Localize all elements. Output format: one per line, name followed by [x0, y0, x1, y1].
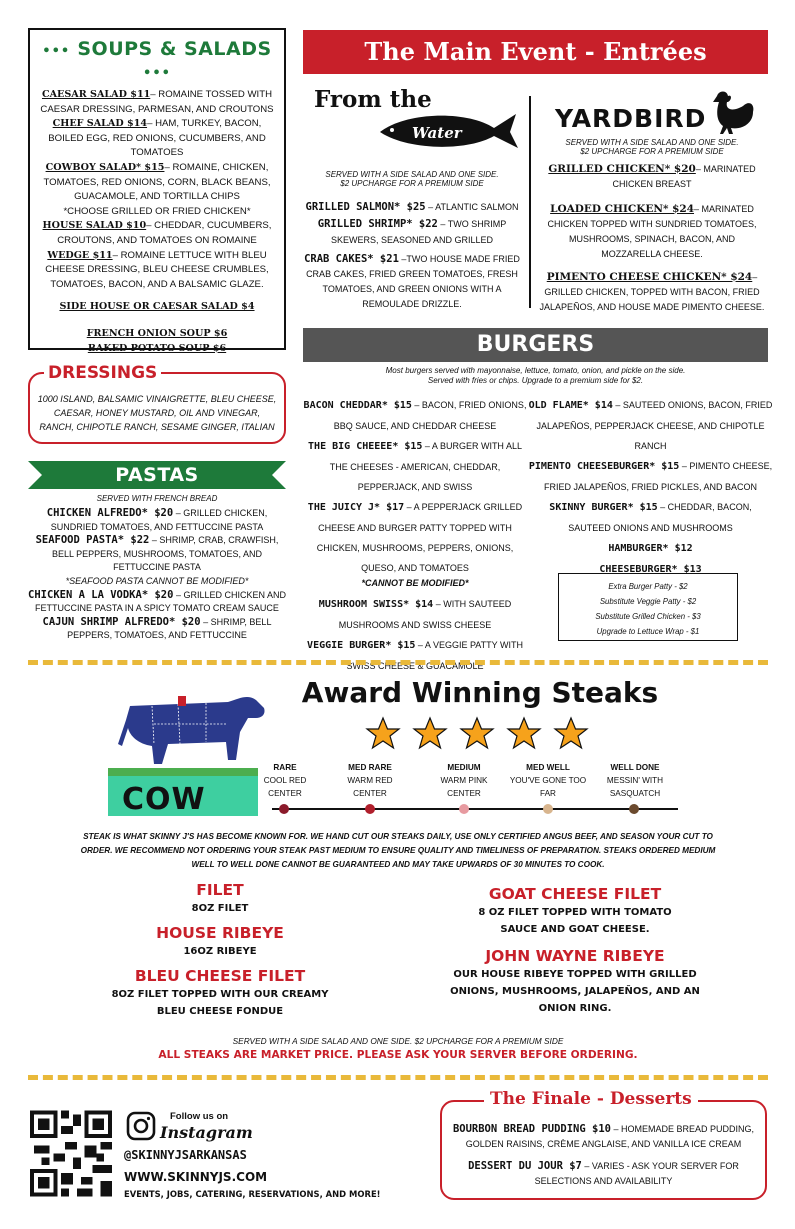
burger-item — [302, 497, 528, 578]
item-name: BOURBON BREAD PUDDING $10 — [452, 1123, 611, 1135]
item-name: VEGGIE BURGER* $15 — [307, 640, 416, 651]
item-name: GRILLED SHRIMP* $22 — [317, 218, 438, 230]
burger-item — [528, 538, 773, 559]
item-desc: – HAM, TURKEY, BACON, BOILED EGG, RED ONIONS, CUCUMBERS, AND TOMATOES — [48, 118, 266, 159]
doneness-scale-line — [272, 803, 678, 819]
cow-badge-text: COW — [122, 782, 206, 817]
dessert-item — [448, 1122, 759, 1151]
item-name: COWBOY SALAD* $15 — [45, 161, 165, 173]
doneness-dot-well-done — [629, 804, 639, 814]
doneness-desc: MESSIN' WITH SASQUATCH — [606, 776, 664, 798]
doneness-medium — [419, 761, 509, 800]
title-dots-right: ••• — [143, 66, 171, 81]
item-desc: – PIMENTO CHEESE, FRIED JALAPEÑOS, FRIED PICKLES, AND BACON — [543, 461, 773, 492]
item-desc: – A VEGGIE PATTY WITH SWISS CHEESE & GUACAMOLE — [346, 640, 523, 671]
steak-desc: 8OZ FILET — [191, 903, 249, 914]
item-desc: – GRILLED CHICKEN, SUNDRIED TOMATOES, AND FETTUCCINE PASTA — [50, 508, 268, 532]
soup-1 — [38, 327, 276, 342]
soup-2-label: BAKED POTATO SOUP $6 — [87, 342, 227, 354]
main-event-title: The Main Event - Entrées — [364, 37, 707, 66]
soup-2 — [38, 342, 276, 357]
burger-item — [528, 456, 773, 497]
burgers-banner — [303, 328, 768, 362]
water-label: Water — [412, 124, 462, 142]
item-desc: – SAUTEED ONIONS, BACON, FRIED JALAPEÑOS, PEPPERJACK CHEESE, AND CHIPOTLE RANCH — [536, 400, 773, 451]
steak-name: GOAT CHEESE FILET — [488, 885, 662, 903]
star-icon — [555, 718, 587, 748]
item-desc: – A BURGER WITH ALL THE CHEESES - AMERICAN, CHEDDAR, PEPPERJACK, AND SWISS — [329, 441, 522, 492]
desserts-section — [440, 1089, 767, 1200]
item-name: CHEF SALAD $14 — [52, 118, 148, 130]
instagram-handle[interactable]: @SKINNYJSARKANSAS — [124, 1148, 247, 1162]
pasta-item — [28, 589, 286, 616]
section-divider — [28, 1075, 768, 1080]
soup-1-label: FRENCH ONION SOUP $6 — [86, 327, 228, 339]
item-name: PIMENTO CHEESE CHICKEN* $24 — [546, 271, 753, 283]
item-desc: –TWO HOUSE MADE FRIED CRAB CAKES, FRIED GREEN TOMATOES, FRESH TOMATOES, AND GREEN ONIONS WITH A REMOULADE DRIZZLE. — [306, 254, 520, 309]
chicken-icon — [709, 90, 757, 136]
doneness-desc: YOU'VE GONE TOO FAR — [509, 776, 587, 798]
extra-item: Substitute Veggie Patty - $2 — [599, 597, 697, 606]
item-desc: – HOMEMADE BREAD PUDDING, GOLDEN RAISINS, CRÈME ANGLAISE, AND VANILLA ICE CREAM — [465, 1124, 755, 1149]
doneness-dot-medium — [459, 804, 469, 814]
pasta-item — [28, 534, 286, 575]
doneness-desc: WARM PINK CENTER — [440, 776, 488, 798]
item-desc: *CHOOSE GRILLED OR FRIED CHICKEN* — [63, 205, 251, 217]
steak-name: FILET — [196, 881, 244, 899]
item-name: DESSERT DU JOUR $7 — [468, 1160, 582, 1172]
side-salad-label: SIDE HOUSE OR CAESAR SALAD $4 — [59, 301, 255, 313]
salad-item — [38, 88, 276, 117]
soups-title-text: SOUPS & SALADS — [77, 38, 272, 60]
pastas-title: PASTAS — [115, 464, 199, 486]
salad-item — [38, 117, 276, 161]
doneness-level: MED WELL — [526, 763, 570, 772]
burger-extras-box — [558, 573, 738, 641]
item-desc: – SHRIMP, BELL PEPPERS, TOMATOES, AND FETTUCCINE — [67, 616, 272, 641]
dressings-list: 1000 ISLAND, BALSAMIC VINAIGRETTE, BLEU CHEESE, CAESAR, HONEY MUSTARD, OIL AND VINEGAR, RANCH, CHIPOTLE RANCH, SESAME GINGER, ITALIAN — [37, 394, 277, 432]
item-name: SKINNY BURGER* $15 — [549, 502, 658, 513]
extra-item: Substitute Grilled Chicken - $3 — [595, 612, 701, 621]
item-desc: – CHEDDAR, CUCUMBERS, CROUTONS, AND TOMATOES ON ROMAINE — [57, 220, 272, 246]
doneness-level: MEDIUM — [447, 763, 481, 772]
water-sub-2: $2 UPCHARGE FOR A PREMIUM SIDE — [340, 179, 484, 188]
salad-list — [38, 88, 276, 356]
steak-name: HOUSE RIBEYE — [156, 924, 284, 942]
pastas-banner — [28, 461, 286, 489]
item-desc: *SEAFOOD PASTA CANNOT BE MODIFIED* — [65, 575, 249, 586]
burgers-title: BURGERS — [476, 332, 595, 357]
steaks-market-price: ALL STEAKS ARE MARKET PRICE. PLEASE ASK YOUR SERVER BEFORE ORDERING. — [158, 1049, 638, 1061]
events-text: EVENTS, JOBS, CATERING, RESERVATIONS, AND MORE! — [124, 1189, 381, 1199]
water-list — [300, 170, 524, 312]
dressings-title: DRESSINGS — [44, 363, 161, 383]
qr-code-icon — [30, 1110, 112, 1197]
item-name: CAESAR SALAD $11 — [41, 89, 151, 100]
item-name: HOUSE SALAD $10 — [42, 220, 147, 232]
soups-salads-section — [28, 28, 286, 354]
extra-item: Upgrade to Lettuce Wrap - $1 — [596, 627, 700, 636]
yard-sub-2: $2 UPCHARGE FOR A PREMIUM SIDE — [580, 147, 724, 156]
item-name: LOADED CHICKEN* $24 — [550, 203, 695, 215]
item-desc: – GRILLED CHICKEN, TOPPED WITH BACON, FRIED JALAPEÑOS, AND HOUSE MADE PIMENTO CHEESE. — [539, 272, 765, 312]
yard-item — [538, 202, 766, 262]
desserts-list — [448, 1122, 759, 1188]
pasta-note — [28, 575, 286, 589]
steak-name: BLEU CHEESE FILET — [134, 967, 306, 985]
burgers-right-list — [528, 395, 773, 580]
item-name: CAJUN SHRIMP ALFREDO* $20 — [42, 615, 201, 628]
pastas-section — [28, 494, 286, 643]
instagram-label: Instagram — [160, 1123, 253, 1142]
soups-salads-title — [38, 38, 276, 82]
item-desc: – SHRIMP, CRAB, CRAWFISH, BELL PEPPERS, MUSHROOMS, TOMATOES, AND FETTUCCINE PASTA — [51, 535, 279, 573]
dressings-section — [28, 363, 286, 444]
item-name: THE JUICY J* $17 — [307, 502, 405, 513]
doneness-desc: COOL RED CENTER — [263, 776, 307, 798]
steak-desc: 16OZ RIBEYE — [183, 946, 257, 957]
item-name: OLD FLAME* $14 — [528, 400, 613, 411]
item-desc: – ATLANTIC SALMON — [425, 202, 519, 212]
doneness-level: RARE — [273, 763, 297, 772]
doneness-dot-rare — [279, 804, 289, 814]
instagram-icon — [126, 1111, 156, 1141]
doneness-med-rare — [325, 761, 415, 800]
steak-desc: 8 OZ FILET TOPPED WITH TOMATO SAUCE AND GOAT CHEESE. — [478, 907, 672, 935]
steaks-intro: STEAK IS WHAT SKINNY J'S HAS BECOME KNOWN FOR. WE HAND CUT OUR STEAKS DAILY, USE ONLY CERTIFIED ANGUS BEEF, AND SEASON YOUR CUT TO ORDER. WE RECOMMEND NOT ORDERING YOUR STEAK PAST MEDIUM TO ENSURE QUALITY AND TIMELINESS OF PREPARATION. STEAKS ORDERED MEDIUM WELL TO WELL DONE CANNOT BE GUARANTEED AND MAY TAKE UPWARDS OF 30 MINUTES TO COOK. — [80, 832, 716, 869]
water-sub-1: SERVED WITH A SIDE SALAD AND ONE SIDE. — [325, 170, 499, 179]
yardbird-title: YARDBIRD — [555, 104, 707, 133]
doneness-rare — [240, 761, 330, 800]
star-icon — [508, 718, 540, 748]
steak-name: JOHN WAYNE RIBEYE — [485, 947, 665, 965]
main-event-banner — [303, 30, 768, 74]
item-name: THE BIG CHEEEE* $15 — [308, 441, 423, 452]
doneness-level: WELL DONE — [610, 763, 660, 772]
water-item — [300, 252, 524, 312]
burgers-sub-1: Most burgers served with mayonnaise, lettuce, tomato, onion, and pickle on the side. — [385, 366, 686, 375]
salad-item — [38, 219, 276, 248]
doneness-desc: WARM RED CENTER — [347, 776, 393, 798]
yard-sub-1: SERVED WITH A SIDE SALAD AND ONE SIDE. — [565, 138, 739, 147]
dessert-item — [448, 1159, 759, 1188]
doneness-well-done — [590, 761, 680, 800]
steaks-right-list — [430, 884, 720, 1017]
item-name: BACON CHEDDAR* $15 — [303, 400, 412, 411]
item-name: CRAB CAKES* $21 — [304, 253, 399, 265]
burger-item — [302, 635, 528, 676]
follow-us-label: Follow us on — [170, 1111, 229, 1122]
item-desc: – ROMAINE TOSSED WITH CAESAR DRESSING, PARMESAN, AND CROUTONS — [40, 89, 274, 115]
burger-item — [302, 395, 528, 436]
item-desc: – BACON, FRIED ONIONS, BBQ SAUCE, AND CHEDDAR CHEESE — [333, 400, 527, 431]
item-desc: – A PEPPERJACK GRILLED CHEESE AND BURGER PATTY TOPPED WITH CHICKEN, MUSHROOMS, PEPPERS, ONIONS, QUESO, AND TOMATOES — [316, 502, 523, 573]
title-dots-left: ••• — [42, 44, 71, 59]
water-item — [300, 198, 524, 216]
salad-note — [38, 205, 276, 220]
burger-item — [528, 395, 773, 456]
side-salad — [38, 300, 276, 315]
steaks-title: Award Winning Steaks — [301, 676, 659, 709]
item-name: GRILLED SALMON* $25 — [305, 201, 426, 213]
item-desc: – VARIES - ASK YOUR SERVER FOR SELECTIONS AND AVAILABILITY — [534, 1161, 739, 1186]
yardbird-list — [538, 138, 766, 315]
star-icon — [461, 718, 493, 748]
steak-desc: 8OZ FILET TOPPED WITH OUR CREAMY BLEU CHEESE FONDUE — [111, 989, 329, 1017]
item-name: CHEESEBURGER* $13 — [599, 564, 702, 575]
star-icon — [367, 718, 399, 748]
item-name: SEAFOOD PASTA* $22 — [35, 534, 150, 547]
steaks-footer-note: SERVED WITH A SIDE SALAD AND ONE SIDE. $2 UPCHARGE FOR A PREMIUM SIDE — [232, 1036, 564, 1046]
item-name: CHICKEN ALFREDO* $20 — [46, 507, 174, 519]
star-rating — [365, 716, 595, 752]
star-icons — [365, 716, 595, 752]
website-link[interactable]: WWW.SKINNYJS.COM — [124, 1170, 268, 1184]
burger-item — [302, 594, 528, 635]
yard-item — [538, 162, 766, 192]
doneness-scale — [272, 803, 678, 819]
item-desc: – MARINATED CHICKEN BREAST — [612, 164, 756, 189]
entree-divider — [529, 96, 531, 308]
item-desc: *CANNOT BE MODIFIED* — [361, 578, 469, 588]
item-name: WEDGE $11 — [47, 249, 113, 261]
burgers-left-list — [302, 395, 528, 676]
item-desc: – MARINATED CHICKEN TOPPED WITH SUNDRIED TOMATOES, MUSHROOMS, SPINACH, BACON, AND MOZZARELLA CHEESE. — [547, 204, 757, 259]
star-icon — [414, 718, 446, 748]
doneness-level: MED RARE — [348, 763, 392, 772]
from-the-water-heading — [312, 86, 522, 158]
extra-item: Extra Burger Patty - $2 — [608, 582, 688, 591]
item-desc: – CHEDDAR, BACON, SAUTEED ONIONS AND MUSHROOMS — [568, 502, 752, 533]
doneness-med-well — [503, 761, 593, 800]
item-name: CHICKEN A LA VODKA* $20 — [28, 588, 174, 601]
item-name: HAMBURGER* $12 — [608, 543, 693, 554]
steaks-left-list — [110, 880, 330, 1020]
item-desc: – TWO SHRIMP SKEWERS, SEASONED AND GRILLED — [330, 219, 507, 245]
salad-item — [38, 161, 276, 205]
burgers-sub — [303, 366, 768, 386]
pastas-sub: SERVED WITH FRENCH BREAD — [96, 494, 218, 503]
item-desc: – WITH SAUTEED MUSHROOMS AND SWISS CHEESE — [338, 599, 512, 630]
item-desc: – ROMAINE, CHICKEN, TOMATOES, RED ONIONS, CORN, BLACK BEANS, GUACAMOLE, AND TORTILLA CHIPS — [43, 161, 271, 203]
item-name: GRILLED CHICKEN* $20 — [548, 163, 696, 175]
item-desc: – GRILLED CHICKEN AND FETTUCCINE PASTA IN A SPICY TOMATO CREAM SAUCE — [35, 589, 286, 614]
salad-item — [38, 249, 276, 293]
burgers-sub-2: Served with fries or chips. Upgrade to a premium side for $2. — [427, 376, 644, 385]
yardbird-heading — [555, 96, 755, 140]
item-name: PIMENTO CHEESEBURGER* $15 — [528, 461, 680, 472]
from-the-water-title: From the — [314, 86, 432, 113]
burger-item — [528, 497, 773, 538]
qr-code[interactable] — [30, 1110, 112, 1197]
pasta-item — [28, 616, 286, 643]
water-item — [300, 216, 524, 248]
burger-note — [302, 578, 528, 588]
doneness-dot-med-rare — [365, 804, 375, 814]
item-desc: – ROMAINE LETTUCE WITH BLEU CHEESE DRESSING, BLEU CHEESE CRUMBLES, TOMATOES, BACON, AND A BALSAMIC GLAZE. — [45, 249, 269, 290]
section-divider — [28, 660, 768, 665]
doneness-dot-med-well — [543, 804, 553, 814]
item-name: MUSHROOM SWISS* $14 — [318, 599, 434, 610]
burger-item — [302, 436, 528, 497]
pasta-item — [28, 507, 286, 534]
yard-item — [538, 270, 766, 315]
desserts-title: The Finale - Desserts — [484, 1089, 698, 1109]
cow-illustration — [108, 688, 278, 820]
steak-desc: OUR HOUSE RIBEYE TOPPED WITH GRILLED ONIONS, MUSHROOMS, JALAPEÑOS, AND AN ONION RING. — [450, 969, 700, 1014]
